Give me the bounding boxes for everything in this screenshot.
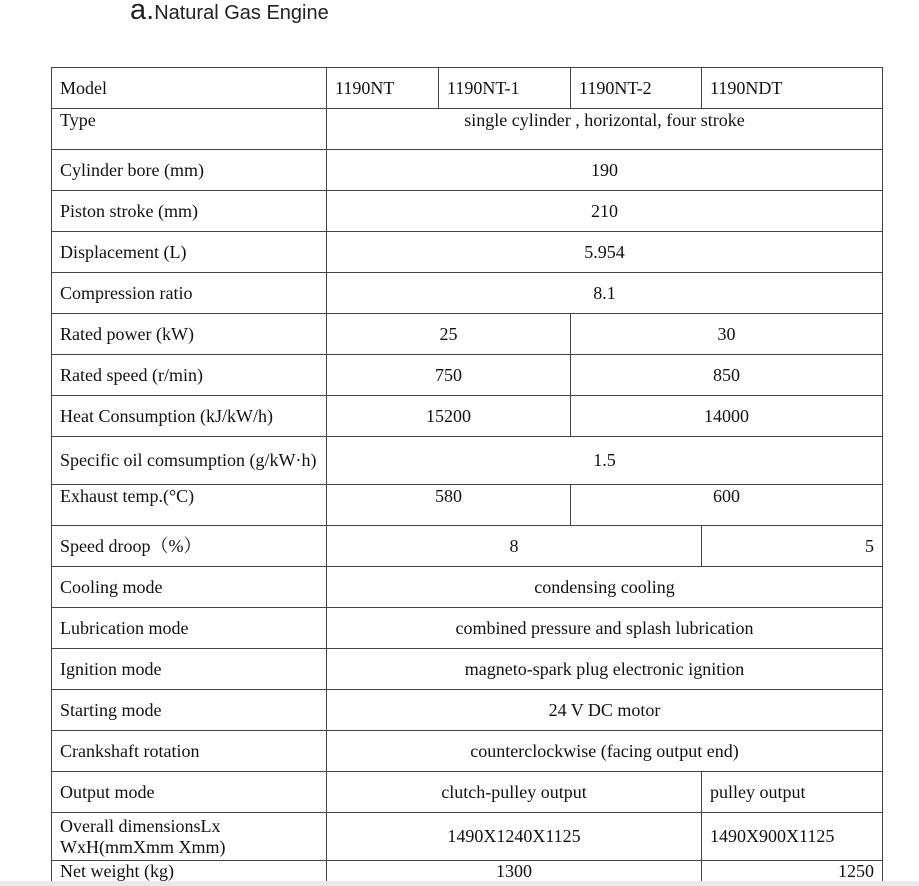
viewport-bottom-edge [0, 881, 919, 886]
spec-table [51, 67, 883, 881]
row-label: Specific oil comsumption (g/kW·h) [52, 437, 327, 485]
row-label: Crankshaft rotation [52, 731, 327, 772]
table-row-piston-stroke [52, 191, 883, 232]
value-cell: 750 [327, 355, 571, 396]
table-row-net-weight [52, 861, 883, 882]
table-row-speed-droop [52, 526, 883, 567]
table-row-compression-ratio [52, 273, 883, 314]
table-row-cooling-mode [52, 567, 883, 608]
table-row-rated-power [52, 314, 883, 355]
section-letter: a. [130, 0, 155, 26]
value-cell: combined pressure and splash lubrication [327, 608, 883, 649]
row-label: Rated power (kW) [52, 314, 327, 355]
value-cell: 8.1 [327, 273, 883, 314]
row-label: Exhaust temp.(°C) [52, 485, 327, 526]
value-cell: magneto-spark plug electronic ignition [327, 649, 883, 690]
value-cell: 1490X1240X1125 [327, 813, 702, 861]
value-cell: condensing cooling [327, 567, 883, 608]
row-label: Cylinder bore (mm) [52, 150, 327, 191]
value-cell: 580 [327, 485, 571, 526]
value-cell: 190 [327, 150, 883, 191]
model-cell: 1190NT-2 [571, 68, 702, 109]
row-label: Starting mode [52, 690, 327, 731]
value-cell: 1.5 [327, 437, 883, 485]
value-cell: 1490X900X1125 [702, 813, 883, 861]
table-row-output-mode [52, 772, 883, 813]
table-row-cylinder-bore [52, 150, 883, 191]
table-row-ignition-mode [52, 649, 883, 690]
table-row-model [52, 68, 883, 109]
table-row-exhaust-temp [52, 485, 883, 526]
row-label: Displacement (L) [52, 232, 327, 273]
value-cell: 5 [702, 526, 883, 567]
table-row-heat-consumption [52, 396, 883, 437]
value-cell: 25 [327, 314, 571, 355]
row-label: Overall dimensionsLx WxH(mmXmm Xmm) [52, 813, 327, 861]
value-cell: 8 [327, 526, 702, 567]
table-row-lubrication-mode [52, 608, 883, 649]
value-cell: 24 V DC motor [327, 690, 883, 731]
section-title: Natural Gas Engine [154, 2, 329, 24]
value-cell: clutch-pulley output [327, 772, 702, 813]
row-label: Compression ratio [52, 273, 327, 314]
model-cell: 1190NT [327, 68, 439, 109]
row-label: Speed droop（%） [52, 526, 327, 567]
model-cell: 1190NT-1 [439, 68, 571, 109]
row-label: Output mode [52, 772, 327, 813]
table-row-overall-dimensions [52, 813, 883, 861]
table-row-type [52, 109, 883, 150]
table-row-crankshaft-rotation [52, 731, 883, 772]
table-row-displacement [52, 232, 883, 273]
value-cell: 210 [327, 191, 883, 232]
value-cell: 600 [571, 485, 883, 526]
table-row-starting-mode [52, 690, 883, 731]
section-heading [130, 0, 329, 27]
row-label: Piston stroke (mm) [52, 191, 327, 232]
value-cell: 15200 [327, 396, 571, 437]
value-cell: 1300 [327, 861, 702, 882]
row-label: Net weight (kg) [52, 861, 327, 882]
value-cell: single cylinder , horizontal, four stroke [327, 109, 883, 150]
value-cell: counterclockwise (facing output end) [327, 731, 883, 772]
value-cell: 850 [571, 355, 883, 396]
value-cell: 1250 [702, 861, 883, 882]
row-label: Model [52, 68, 327, 109]
value-cell: pulley output [702, 772, 883, 813]
value-cell: 5.954 [327, 232, 883, 273]
value-cell: 14000 [571, 396, 883, 437]
row-label: Ignition mode [52, 649, 327, 690]
table-row-specific-oil-consumption [52, 437, 883, 485]
spec-table-container [51, 67, 883, 881]
table-row-rated-speed [52, 355, 883, 396]
row-label: Heat Consumption (kJ/kW/h) [52, 396, 327, 437]
row-label: Cooling mode [52, 567, 327, 608]
row-label: Lubrication mode [52, 608, 327, 649]
value-cell: 30 [571, 314, 883, 355]
row-label: Rated speed (r/min) [52, 355, 327, 396]
row-label: Type [52, 109, 327, 150]
model-cell: 1190NDT [702, 68, 883, 109]
